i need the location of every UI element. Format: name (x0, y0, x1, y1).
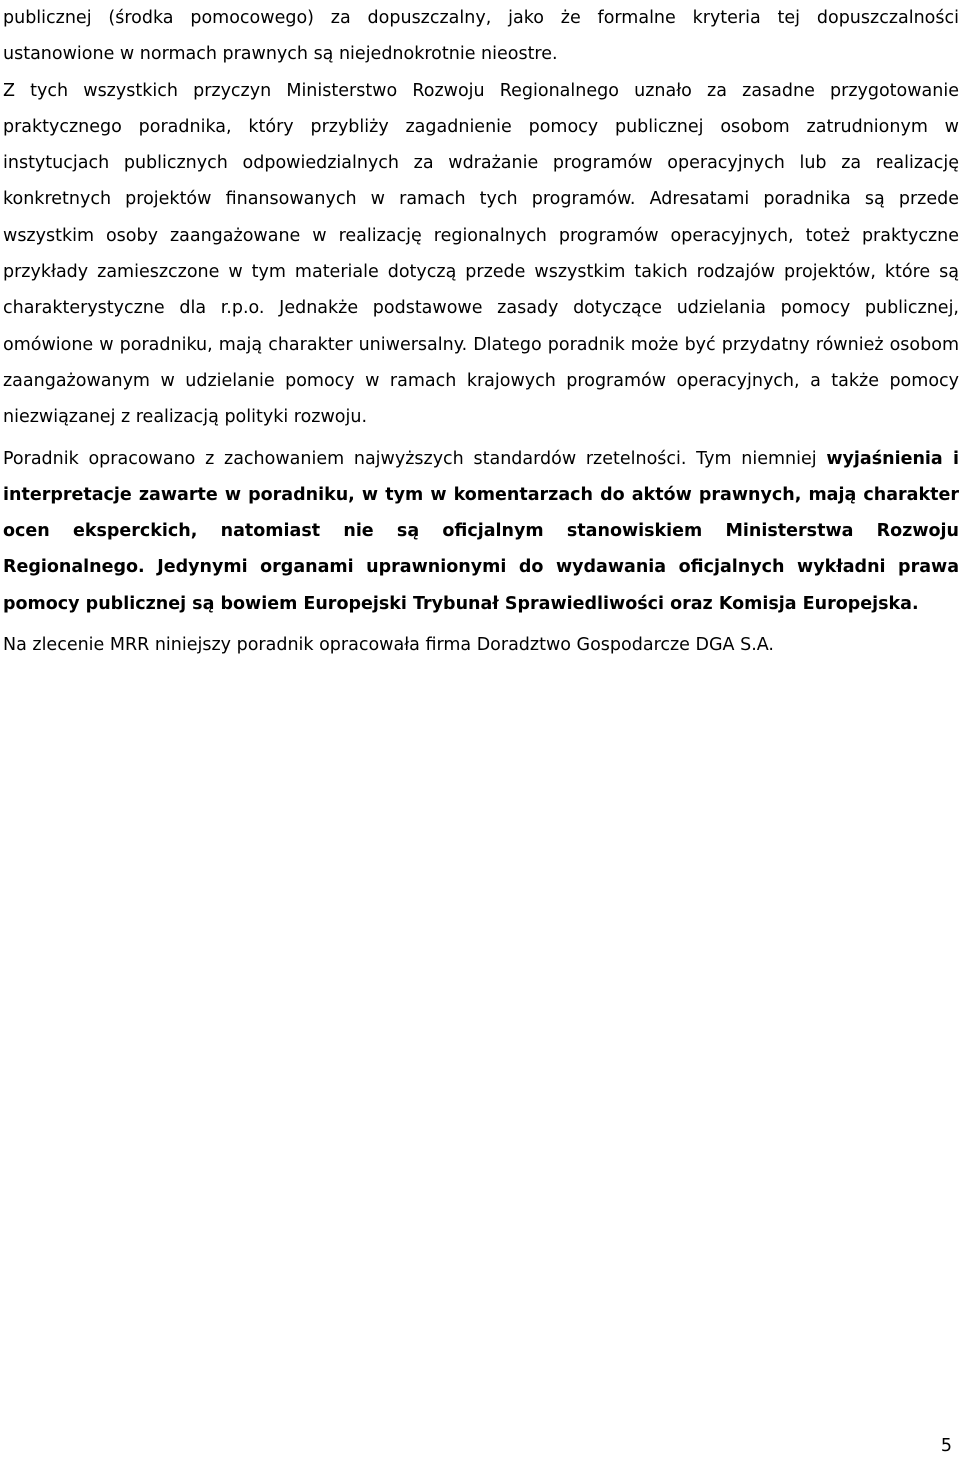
paragraph-3-bold-disclaimer: wyjaśnienia i interpretacje zawarte w poradniku, w tym w komentarzach do aktów prawnych, mają charakter ocen eksperckich, natomiast nie są oficjalnym stanowiskiem Ministerstwa Rozwoju Regionalnego. Jedynymi organami uprawnionymi do wydawania oficjalnych wykładni prawa pomocy publicznej są bowiem Europejski Trybunał Sprawiedliwości oraz Komisja Europejska. (3, 448, 959, 614)
paragraph-2: Z tych wszystkich przyczyn Ministerstwo Rozwoju Regionalnego uznało za zasadne przygotowanie praktycznego poradnika, który przybliży zagadnienie pomocy publicznej osobom zatrudnionym w instytucjach publicznych odpowiedzialnych za wdrażanie programów operacyjnych lub za realizację konkretnych projektów finansowanych w ramach tych programów. Adresatami poradnika są przede wszystkim osoby zaangażowane w realizację regionalnych programów operacyjnych, toteż praktyczne przykłady zamieszczone w tym materiale dotyczą przede wszystkim takich rodzajów projektów, które są charakterystyczne dla r.p.o. Jednakże podstawowe zasady dotyczące udzielania pomocy publicznej, omówione w poradniku, mają charakter uniwersalny. Dlatego poradnik może być przydatny również osobom zaangażowanym w udzielanie pomocy w ramach krajowych programów operacyjnych, a także pomocy niezwiązanej z realizacją polityki rozwoju. (3, 80, 959, 428)
paragraph-3-intro: Poradnik opracowano z zachowaniem najwyższych standardów rzetelności. Tym niemniej (3, 448, 827, 469)
paragraph-1: publicznej (środka pomocowego) za dopuszczalny, jako że formalne kryteria tej dopuszczalności ustanowione w normach prawnych są niejednokrotnie nieostre. (3, 8, 959, 65)
page-number: 5 (940, 1436, 952, 1456)
paragraph-3 (3, 441, 959, 622)
paragraph-4: Na zlecenie MRR niniejszy poradnik opracowała firma Doradztwo Gospodarcze DGA S.A. (3, 635, 774, 656)
document-body (3, 0, 959, 663)
